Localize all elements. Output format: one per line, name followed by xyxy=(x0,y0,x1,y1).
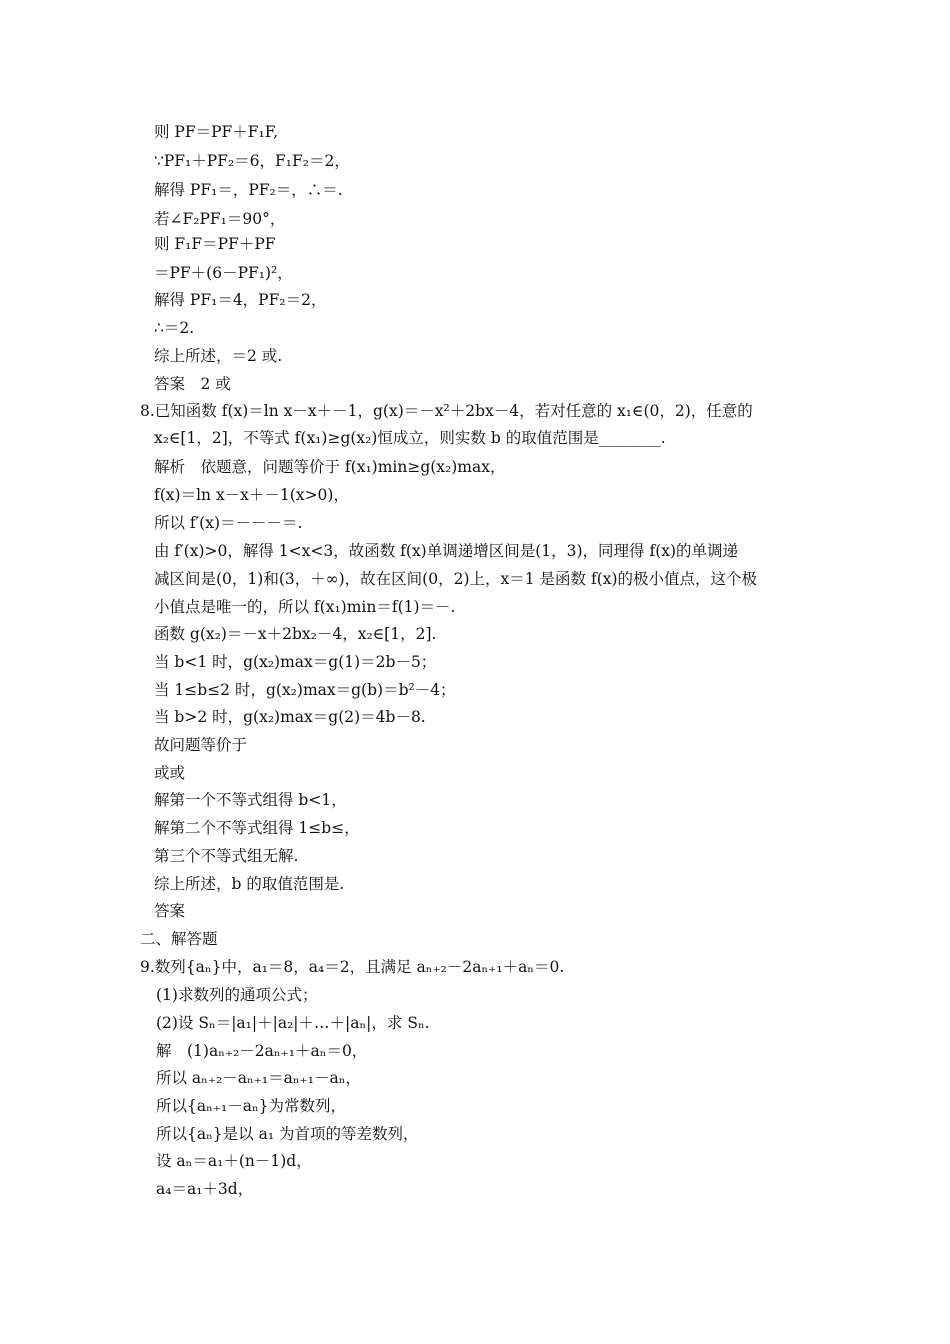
text-line: 综上所述，＝2 或. xyxy=(154,347,283,365)
solution-line: 解 (1)aₙ₊₂－2aₙ₊₁＋aₙ＝0， xyxy=(156,1042,368,1060)
text-line: 所以{aₙ₊₁－aₙ}为常数列， xyxy=(156,1097,347,1115)
question-9-part-1: (1)求数列的通项公式； xyxy=(156,986,318,1004)
text-line: 则 PF＝PF＋F₁F, xyxy=(154,123,279,141)
text-line: 故问题等价于 xyxy=(154,736,248,754)
text-line: 所以 f′(x)＝－－－＝. xyxy=(154,514,303,532)
text-line: ∵PF₁＋PF₂＝6，F₁F₂＝2， xyxy=(154,152,350,170)
text-line: 当 b>2 时，g(x₂)max＝g(2)＝4b－8. xyxy=(154,708,426,726)
question-8: 8.已知函数 f(x)＝ln x－x＋－1，g(x)＝－x²＋2bx－4，若对任意的 x₁∈(0，2)，任意的 xyxy=(140,402,753,420)
text-line: 设 aₙ＝a₁＋(n－1)d， xyxy=(156,1152,312,1170)
text-line: ∴＝2. xyxy=(154,319,195,337)
text-line: 由 f′(x)>0，解得 1<x<3，故函数 f(x)单调递增区间是(1，3)，同理得 f(x)的单调递 xyxy=(154,542,739,560)
text-line: 则 F₁F＝PF＋PF xyxy=(154,235,276,253)
text-line: 第三个不等式组无解. xyxy=(154,847,299,865)
text-line: 所以{aₙ}是以 a₁ 为首项的等差数列， xyxy=(156,1125,419,1143)
answer-line: 答案 xyxy=(154,902,186,920)
text-line: 当 1≤b≤2 时，g(x₂)max＝g(b)＝b²－4； xyxy=(154,681,456,699)
text-line: 若∠F₂PF₁＝90°， xyxy=(154,210,286,228)
text-line: a₄＝a₁＋3d， xyxy=(156,1180,254,1198)
text-line: ＝PF＋(6－PF₁)²， xyxy=(154,264,293,282)
analysis-line: 解析 依题意，问题等价于 f(x₁)min≥g(x₂)max， xyxy=(154,458,506,476)
text-line: 当 b<1 时，g(x₂)max＝g(1)＝2b－5； xyxy=(154,653,437,671)
text-line: 减区间是(0，1)和(3，＋∞)，故在区间(0，2)上，x＝1 是函数 f(x)的极小值点，这个极 xyxy=(154,570,758,588)
text-line: 解第二个不等式组得 1≤b≤， xyxy=(154,819,360,837)
text-line: 综上所述，b 的取值范围是. xyxy=(154,875,345,893)
text-line: 解得 PF₁＝4，PF₂＝2， xyxy=(154,291,327,309)
text-line: 函数 g(x₂)＝－x＋2bx₂－4，x₂∈[1，2]. xyxy=(154,625,437,643)
question-8-continued: x₂∈[1，2]，不等式 f(x₁)≥g(x₂)恒成立，则实数 b 的取值范围是________. xyxy=(154,429,666,447)
text-line: 解得 PF₁＝，PF₂＝，∴＝. xyxy=(154,181,343,199)
section-heading: 二、解答题 xyxy=(140,930,218,948)
text-line: 或或 xyxy=(154,764,186,782)
text-line: 解第一个不等式组得 b<1， xyxy=(154,791,347,809)
text-line: f(x)＝ln x－x＋－1(x>0)， xyxy=(154,486,349,504)
answer-line: 答案 2 或 xyxy=(154,375,231,393)
text-line: 所以 aₙ₊₂－aₙ₊₁＝aₙ₊₁－aₙ， xyxy=(156,1069,361,1087)
text-line: 小值点是唯一的，所以 f(x₁)min＝f(1)＝－. xyxy=(154,598,456,616)
question-9-part-2: (2)设 Sₙ＝|a₁|＋|a₂|＋…＋|aₙ|，求 Sₙ. xyxy=(156,1014,430,1032)
question-9: 9.数列{aₙ}中，a₁＝8，a₄＝2，且满足 aₙ₊₂－2aₙ₊₁＋aₙ＝0. xyxy=(140,958,565,976)
